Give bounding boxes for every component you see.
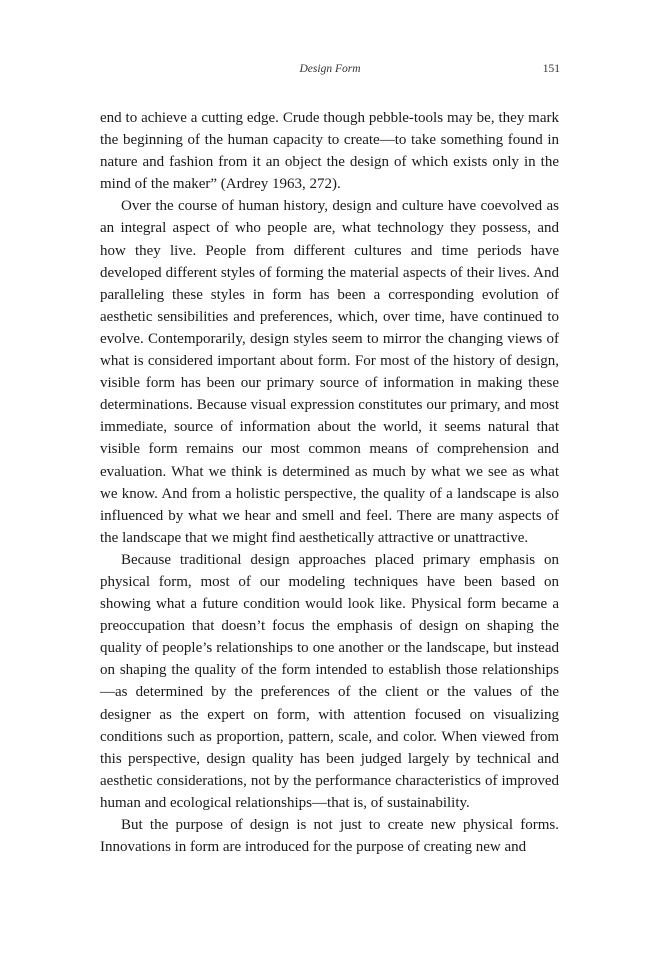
running-title: Design Form [299, 63, 361, 75]
body-text [100, 107, 559, 858]
page-number: 151 [542, 63, 560, 75]
paragraph: Because traditional design approaches placed primary emphasis on physical form, most of our modeling techniques have been based on showing what a future condition would look like. Physical form became a preoccupation that doesn’t focus the emphasis of design on shaping the quality of people’s relationships to one another or the landscape, but instead on shaping the quality of the form intended to establish those relationships—as determined by the preferences of the client or the values of the designer as the expert on form, with attention focused on visualizing conditions such as proportion, pattern, scale, and color. When viewed from this perspective, design quality has been judged largely by technical and aesthetic considerations, not by the performance characteristics of improved human and ecological relationships—that is, of sustainability. [100, 551, 559, 811]
running-head [100, 63, 560, 79]
paragraph: Over the course of human history, design and culture have coevolved as an integral aspect of who people are, what technology they possess, and how they live. People from different cultures and time periods have developed different styles of forming the material aspects of their lives. And paralleling these styles in form has been a corresponding evolution of aesthetic sensibilities and preferences, which, over time, have continued to evolve. Contemporarily, design styles seem to mirror the changing views of what is considered important about form. For most of the history of design, visible form has been our primary source of information in making these determinations. Because visual expression constitutes our primary, and most immediate, source of information about the world, it seems natural that visible form remains our most common means of comprehension and evaluation. What we think is determined as much by what we see as what we know. And from a holistic perspective, the quality of a landscape is also influenced by what we hear and smell and feel. There are many aspects of the landscape that we might find aesthetically attractive or unattractive. [100, 198, 559, 546]
paragraph-continued: end to achieve a cutting edge. Crude though pebble-tools may be, they mark the beginning of the human capacity to create—to take something found in nature and fashion from it an object the design of which exists only in the mind of the maker” (Ardrey 1963, 272). [100, 110, 559, 193]
paragraph: But the purpose of design is not just to create new physical forms. Innovations in form are introduced for the purpose of creating new and [100, 817, 559, 856]
